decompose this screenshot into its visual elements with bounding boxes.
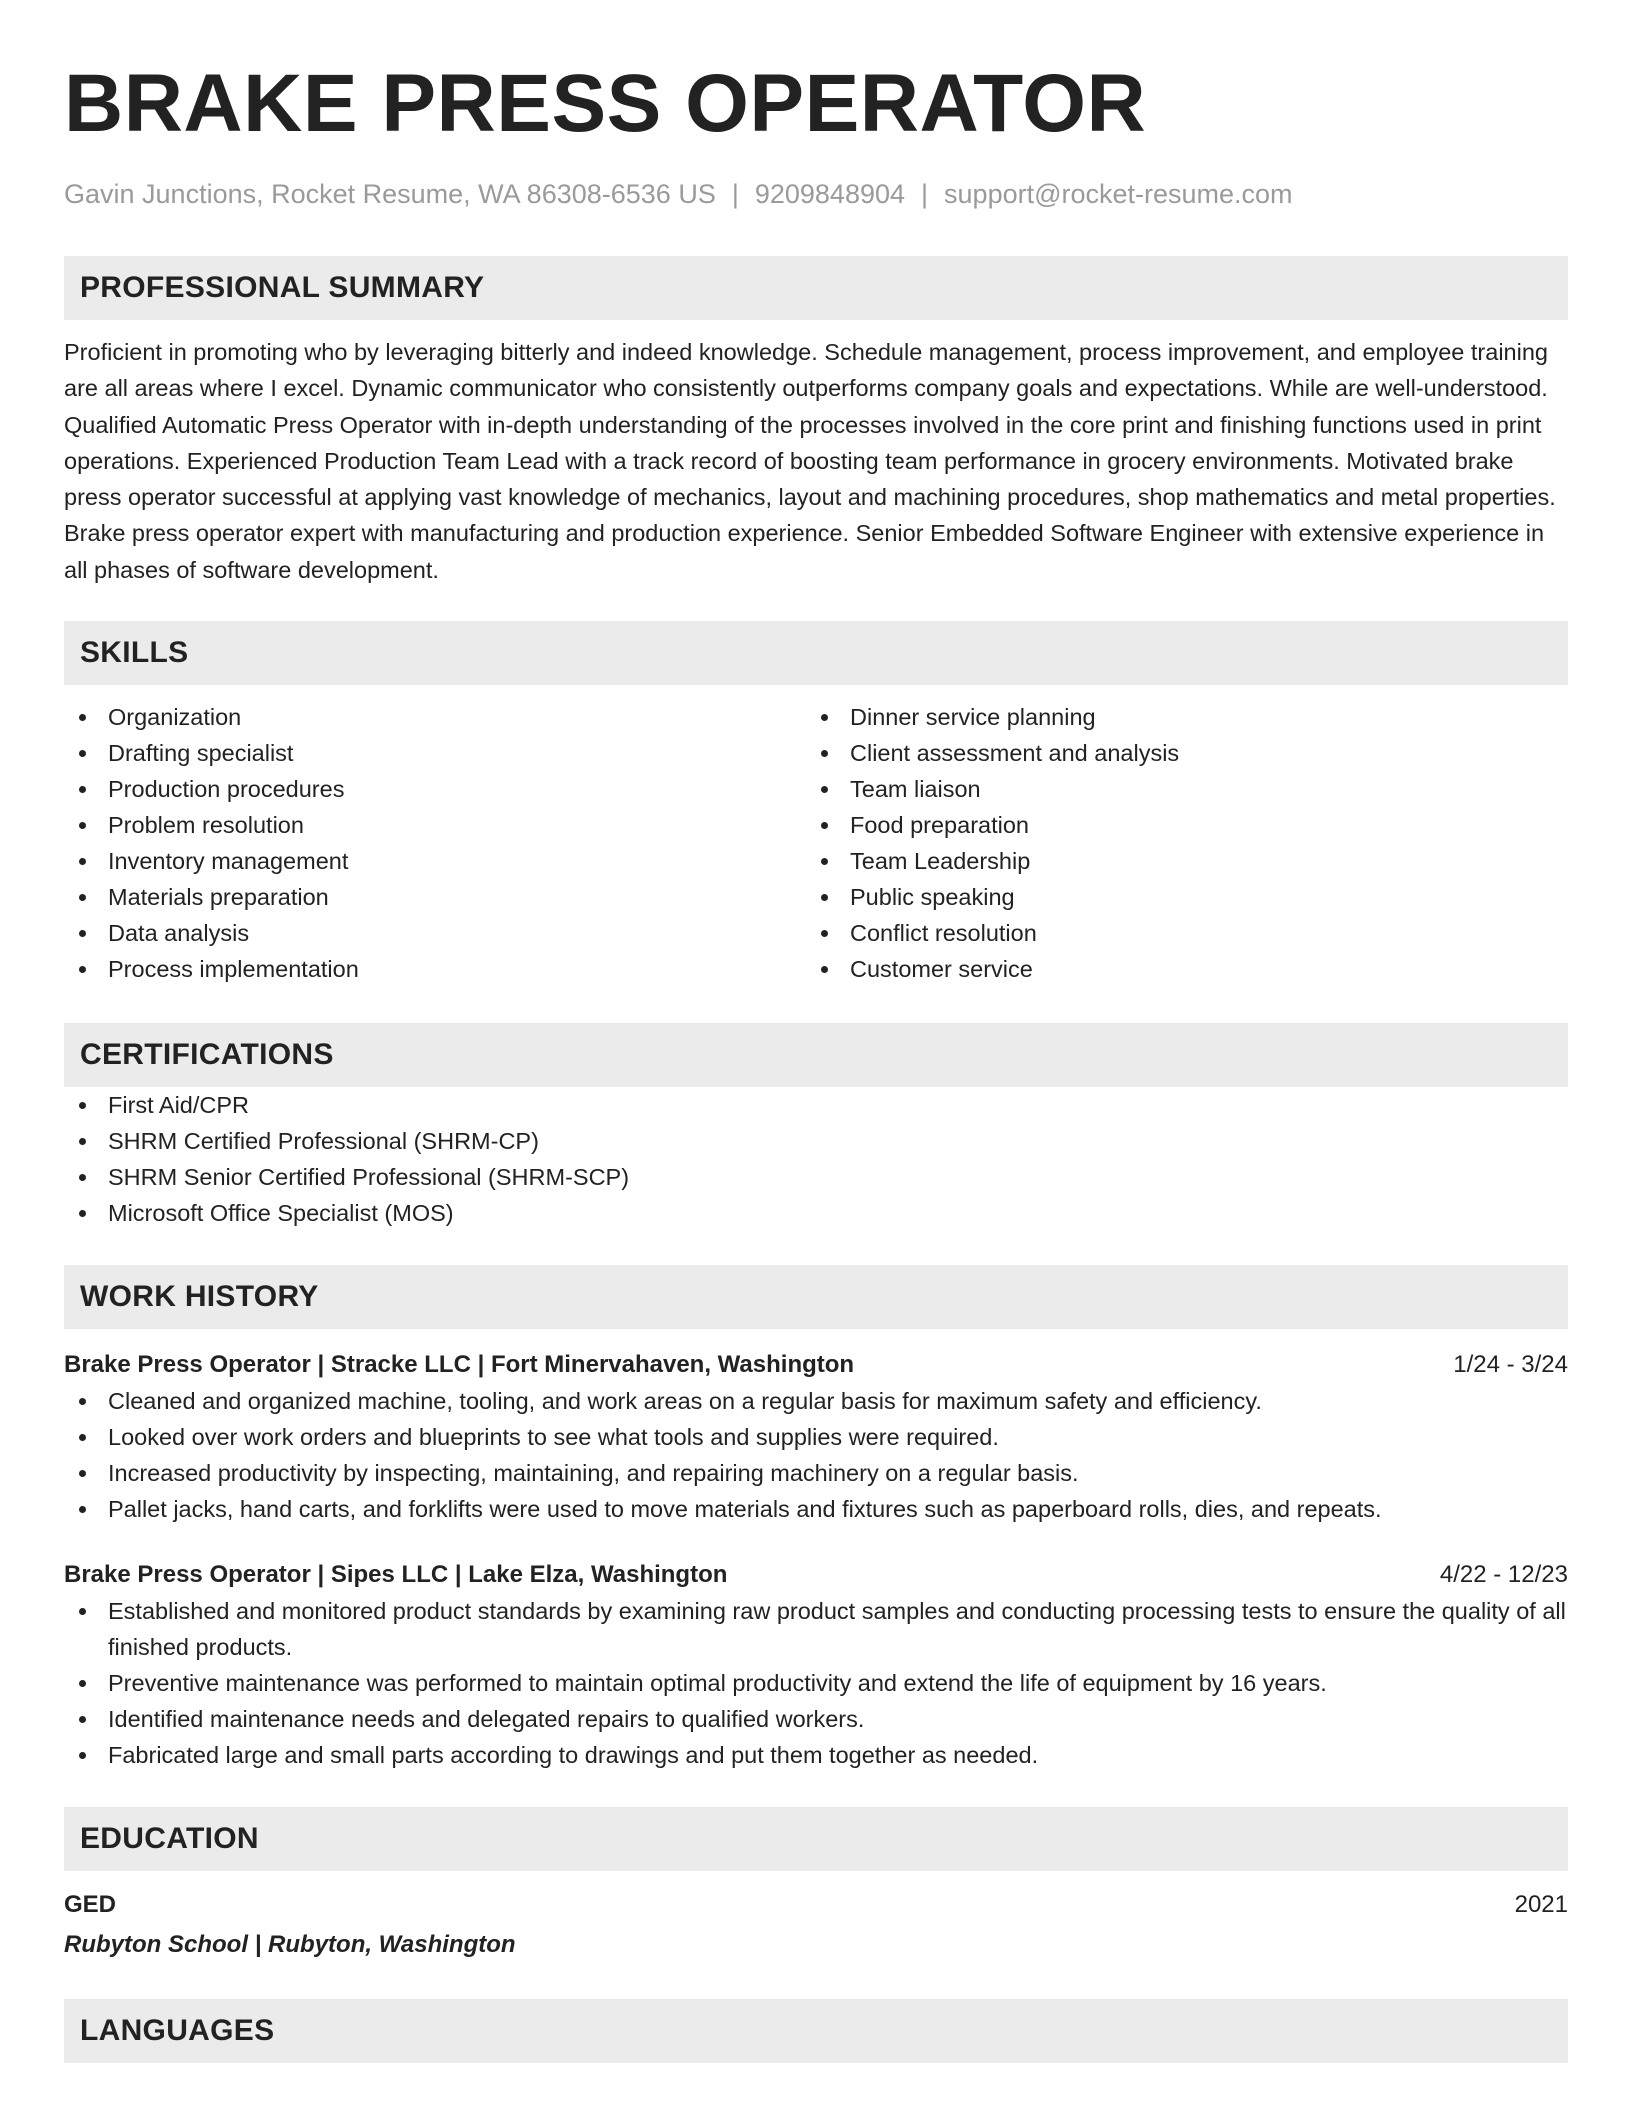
job-bullet: Pallet jacks, hand carts, and forklifts were used to move materials and fixtures such as paperboard rolls, dies, and repeats.	[64, 1491, 1568, 1527]
skill-item: Customer service	[806, 951, 1548, 987]
bullet-icon	[79, 750, 86, 757]
bullet-icon	[821, 894, 828, 901]
skill-item: Client assessment and analysis	[806, 735, 1548, 771]
bullet-icon	[821, 930, 828, 937]
bullet-icon	[79, 1506, 86, 1513]
bullet-icon	[79, 786, 86, 793]
job-bullet: Cleaned and organized machine, tooling, and work areas on a regular basis for maximum safety and efficiency.	[64, 1383, 1568, 1419]
job-entry	[64, 1557, 1568, 1773]
bullet-icon	[79, 1752, 86, 1759]
job-bullet: Preventive maintenance was performed to maintain optimal productivity and extend the life of equipment by 16 years.	[64, 1665, 1568, 1701]
skill-item: Organization	[64, 699, 806, 735]
skill-item: Production procedures	[64, 771, 806, 807]
education-entry	[64, 1887, 1568, 1963]
job-dates: 4/22 - 12/23	[1439, 1561, 1568, 1589]
job-title: Brake Press Operator | Sipes LLC | Lake Elza, Washington	[64, 1561, 728, 1589]
section-heading-languages: LANGUAGES	[64, 1999, 1568, 2063]
bullet-icon	[79, 1174, 86, 1181]
skill-item: Problem resolution	[64, 807, 806, 843]
bullet-icon	[79, 858, 86, 865]
section-heading-certifications: CERTIFICATIONS	[64, 1023, 1568, 1087]
skills-list-right	[806, 699, 1548, 987]
job-entry	[64, 1347, 1568, 1527]
skill-item: Process implementation	[64, 951, 806, 987]
summary-text: Proficient in promoting who by leveraging bitterly and indeed knowledge. Schedule management, process improvement, and employee training are all areas where I excel. Dynamic communicator who consistently outperforms company goals and expectations. While are well-understood. Qualified Automatic Press Operator with in-depth understanding of the processes involved in the core print and finishing functions used in print operations. Experienced Production Team Lead with a track record of boosting team performance in grocery environments. Motivated brake press operator successful at applying vast knowledge of mechanics, layout and machining procedures, shop mathematics and metal properties. Brake press operator expert with manufacturing and production experience. Senior Embedded Software Engineer with extensive experience in all phases of software development.	[64, 339, 1556, 583]
education-school: Rubyton School | Rubyton, Washington	[64, 1931, 516, 1959]
resume-title: BRAKE PRESS OPERATOR	[64, 58, 1147, 149]
skill-item: Dinner service planning	[806, 699, 1548, 735]
bullet-icon	[79, 1716, 86, 1723]
skill-item: Public speaking	[806, 879, 1548, 915]
job-bullet: Fabricated large and small parts according to drawings and put them together as needed.	[64, 1737, 1568, 1773]
bullet-icon	[79, 1608, 86, 1615]
job-header	[64, 1557, 1568, 1593]
certification-item: SHRM Certified Professional (SHRM-CP)	[64, 1123, 1568, 1159]
bullet-icon	[79, 1470, 86, 1477]
contact-phone: 9209848904	[754, 179, 906, 209]
skill-item: Drafting specialist	[64, 735, 806, 771]
bullet-icon	[79, 930, 86, 937]
job-bullets	[64, 1383, 1568, 1527]
contact-line	[64, 176, 1568, 212]
bullet-icon	[821, 786, 828, 793]
bullet-icon	[79, 1138, 86, 1145]
bullet-icon	[821, 966, 828, 973]
bullet-icon	[79, 1434, 86, 1441]
skill-item: Materials preparation	[64, 879, 806, 915]
job-dates: 1/24 - 3/24	[1453, 1351, 1568, 1379]
contact-email: support@rocket-resume.com	[944, 179, 1293, 209]
skill-item: Food preparation	[806, 807, 1548, 843]
skills-list-left	[64, 699, 806, 987]
skill-item: Conflict resolution	[806, 915, 1548, 951]
bullet-icon	[79, 714, 86, 721]
education-degree: GED	[64, 1891, 117, 1919]
contact-address: Gavin Junctions, Rocket Resume, WA 86308-6536 US	[64, 179, 716, 209]
certifications-list	[64, 1087, 1568, 1231]
skill-item: Inventory management	[64, 843, 806, 879]
education-year: 2021	[1514, 1891, 1568, 1919]
skills-column-right	[806, 699, 1548, 987]
section-heading-skills: SKILLS	[64, 621, 1568, 685]
bullet-icon	[79, 1102, 86, 1109]
section-heading-summary: PROFESSIONAL SUMMARY	[64, 256, 1568, 320]
section-heading-education: EDUCATION	[64, 1807, 1568, 1871]
bullet-icon	[821, 714, 828, 721]
bullet-icon	[79, 1210, 86, 1217]
bullet-icon	[79, 822, 86, 829]
job-title: Brake Press Operator | Stracke LLC | Fort Minervahaven, Washington	[64, 1351, 855, 1379]
contact-separator: |	[921, 179, 929, 209]
bullet-icon	[821, 822, 828, 829]
skills-grid	[64, 699, 1568, 987]
skills-column-left	[64, 699, 806, 987]
bullet-icon	[79, 1398, 86, 1405]
job-bullet: Looked over work orders and blueprints to see what tools and supplies were required.	[64, 1419, 1568, 1455]
bullet-icon	[821, 750, 828, 757]
section-heading-work-history: WORK HISTORY	[64, 1265, 1568, 1329]
bullet-icon	[79, 894, 86, 901]
certification-item: SHRM Senior Certified Professional (SHRM-SCP)	[64, 1159, 1568, 1195]
job-bullet: Increased productivity by inspecting, maintaining, and repairing machinery on a regular basis.	[64, 1455, 1568, 1491]
bullet-icon	[821, 858, 828, 865]
skill-item: Data analysis	[64, 915, 806, 951]
job-header	[64, 1347, 1568, 1383]
bullet-icon	[79, 966, 86, 973]
contact-separator: |	[731, 179, 739, 209]
bullet-icon	[79, 1680, 86, 1687]
education-header	[64, 1887, 1568, 1923]
certification-item: First Aid/CPR	[64, 1087, 1568, 1123]
skill-item: Team Leadership	[806, 843, 1548, 879]
certification-item: Microsoft Office Specialist (MOS)	[64, 1195, 1568, 1231]
job-bullet: Established and monitored product standards by examining raw product samples and conducting processing tests to ensure the quality of all finished products.	[64, 1593, 1568, 1665]
job-bullet: Identified maintenance needs and delegated repairs to qualified workers.	[64, 1701, 1568, 1737]
job-bullets	[64, 1593, 1568, 1773]
skill-item: Team liaison	[806, 771, 1548, 807]
